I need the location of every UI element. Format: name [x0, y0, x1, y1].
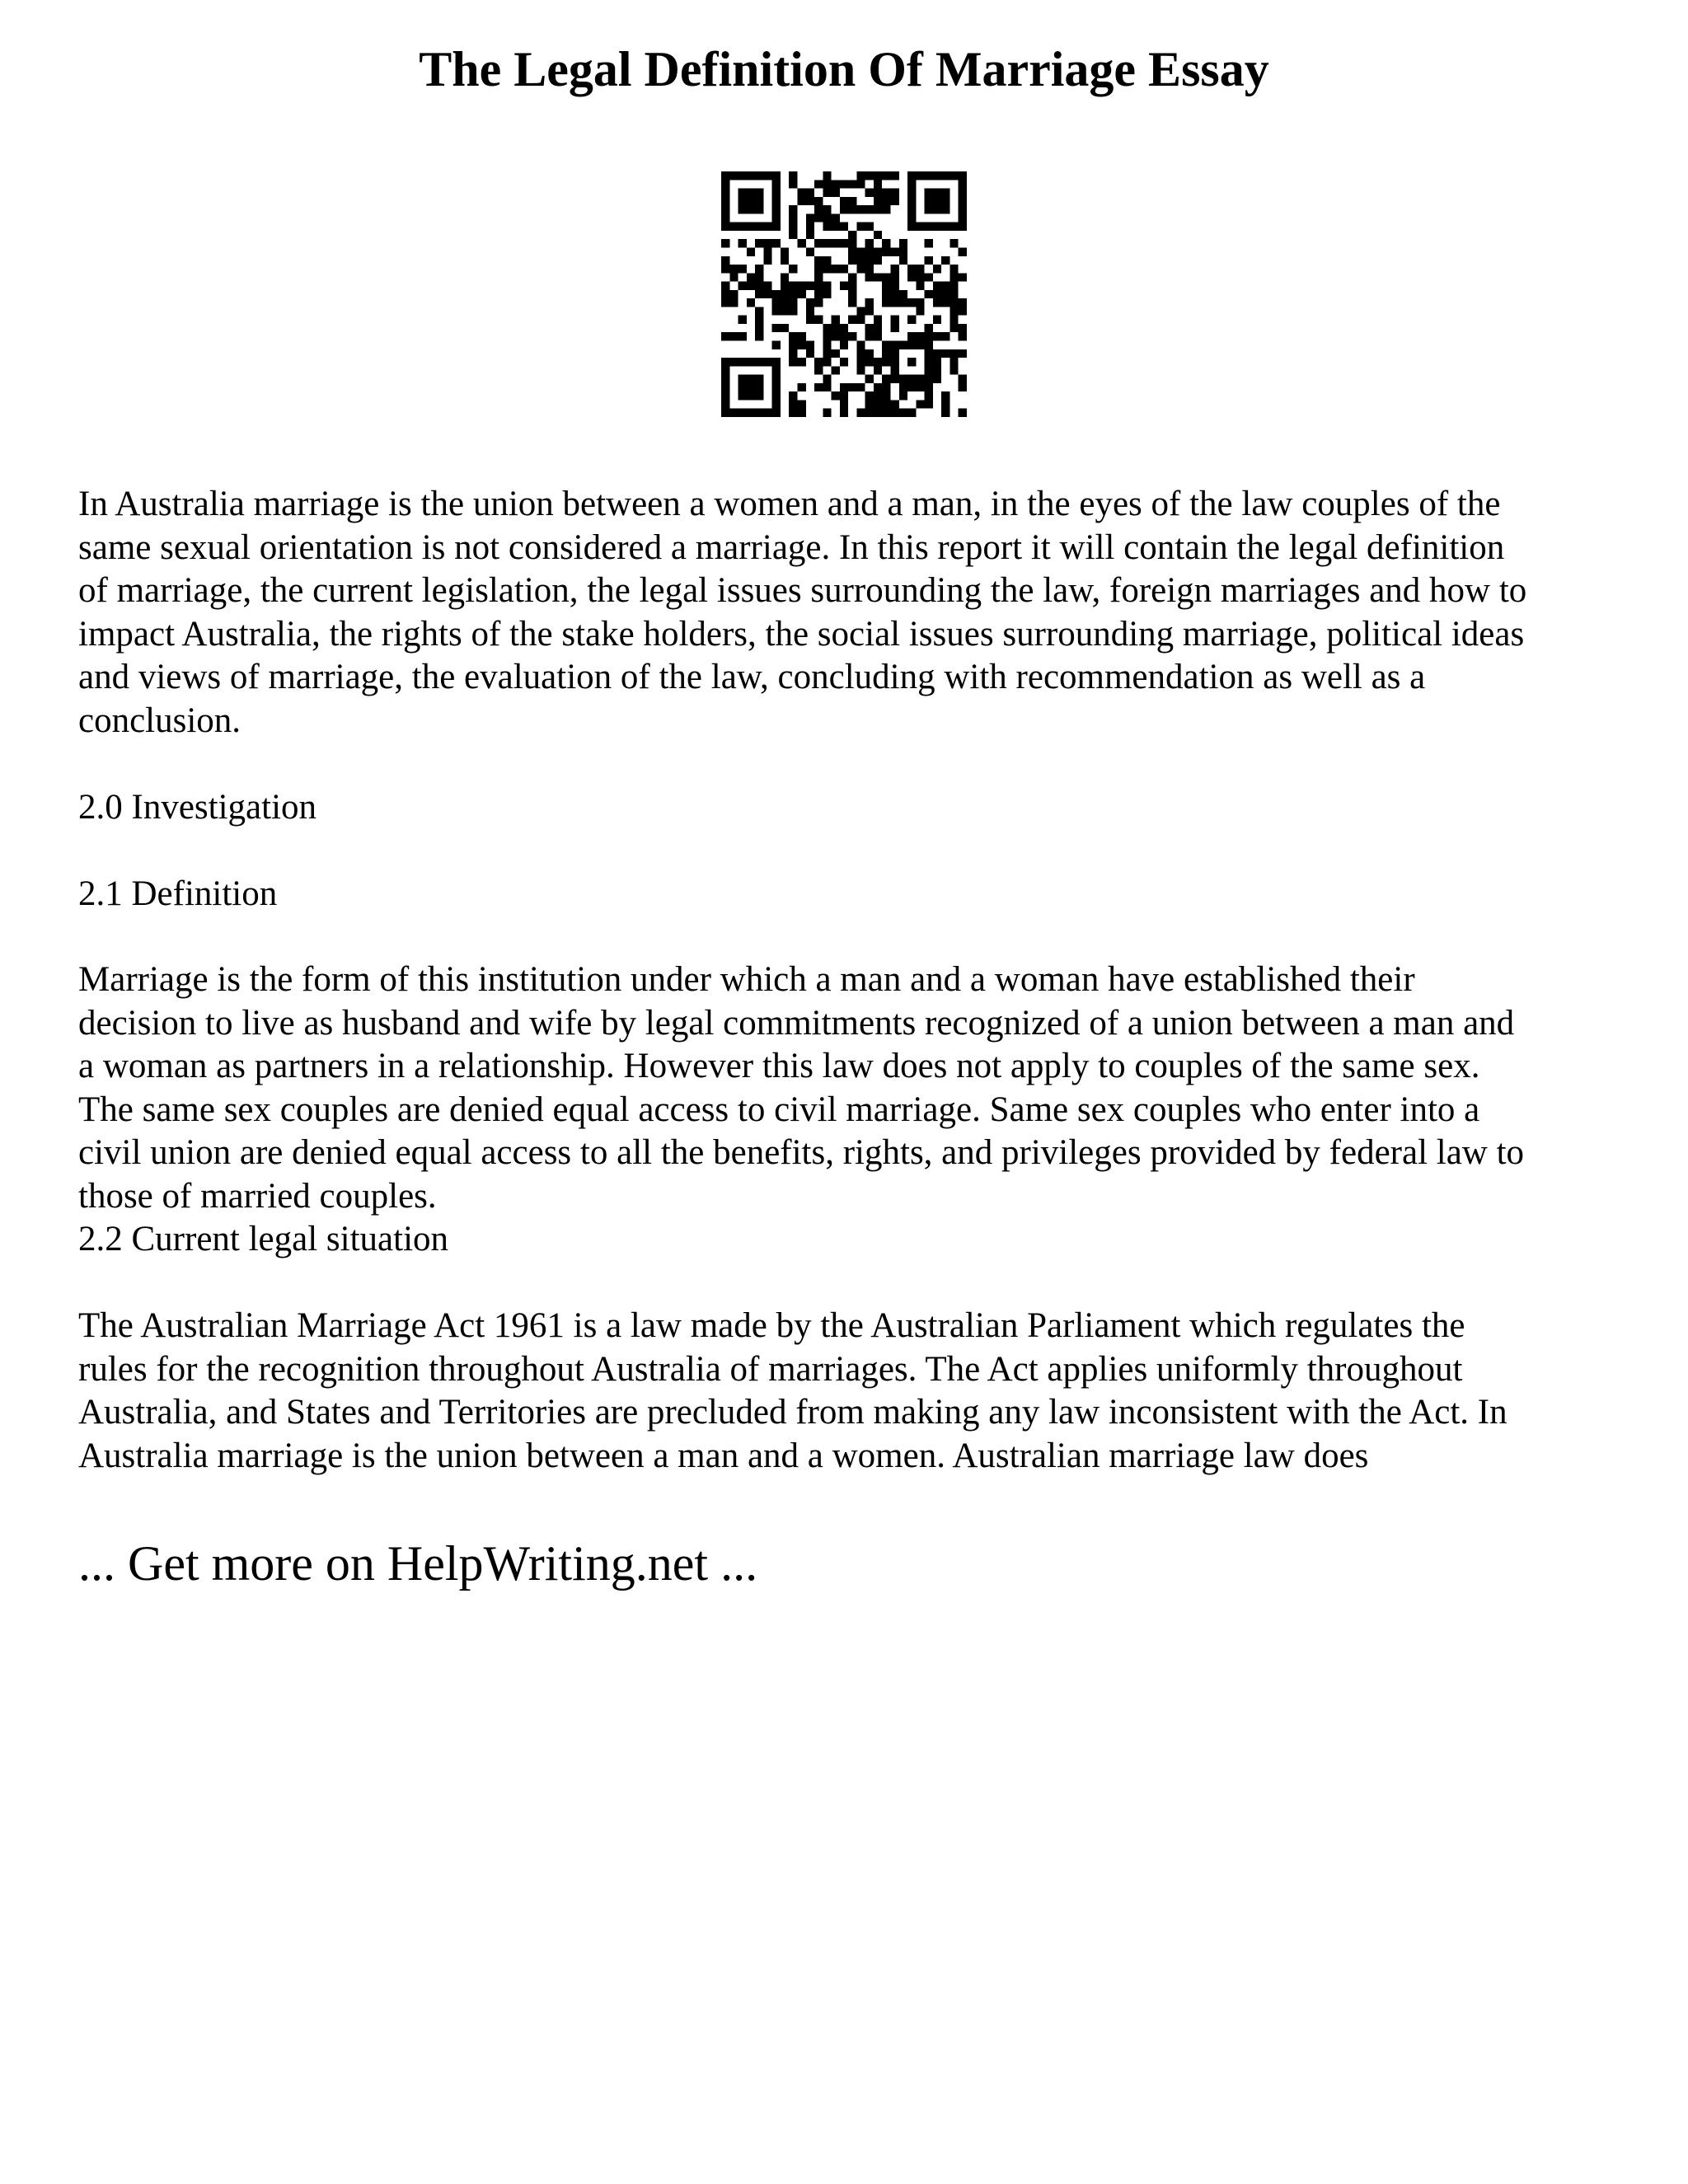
- definition-line: a woman as partners in a relationship. However this law does not apply to couples of the same sex.: [78, 1047, 1480, 1085]
- section-heading-investigation: 2.0 Investigation: [78, 788, 317, 827]
- intro-line: of marriage, the current legislation, the legal issues surrounding the law, foreign marriages and how to: [78, 571, 1527, 610]
- definition-line: decision to live as husband and wife by legal commitments recognized of a union between a man and: [78, 1003, 1515, 1043]
- intro-line: same sexual orientation is not considered a marriage. In this report it will contain the legal definition: [78, 527, 1505, 567]
- document-title: The Legal Definition Of Marriage Essay: [419, 42, 1269, 96]
- legal-line: rules for the recognition throughout Australia of marriages. The Act applies uniformly throughout: [78, 1349, 1463, 1389]
- legal-situation-paragraph: [78, 1305, 1628, 1478]
- intro-line: impact Australia, the rights of the stake holders, the social issues surrounding marriage, political ideas: [78, 614, 1525, 654]
- definition-line: Marriage is the form of this institution under which a man and a woman have established their: [78, 960, 1415, 999]
- definition-line: civil union are denied equal access to all the benefits, rights, and privileges provided by federal law to: [78, 1133, 1525, 1172]
- intro-line: conclusion.: [78, 701, 241, 740]
- qr-code-icon: [721, 171, 967, 417]
- legal-line: The Australian Marriage Act 1961 is a law made by the Australian Parliament which regulates the: [78, 1306, 1465, 1345]
- get-more-link[interactable]: ... Get more on HelpWriting.net ...: [78, 1536, 758, 1591]
- definition-line: those of married couples.: [78, 1176, 437, 1216]
- definition-line: The same sex couples are denied equal access to civil marriage. Same sex couples who enter into a: [78, 1090, 1480, 1129]
- definition-paragraph: [78, 958, 1628, 1262]
- section-heading-definition: 2.1 Definition: [78, 874, 278, 913]
- intro-paragraph: [78, 483, 1628, 743]
- legal-line: Australia, and States and Territories are precluded from making any law inconsistent with the Act. In: [78, 1393, 1507, 1432]
- section-heading-current-legal-situation: 2.2 Current legal situation: [78, 1220, 449, 1258]
- intro-line: and views of marriage, the evaluation of the law, concluding with recommendation as well as a: [78, 658, 1426, 696]
- intro-line: In Australia marriage is the union between a women and a man, in the eyes of the law couples of the: [78, 485, 1501, 523]
- legal-line: Australia marriage is the union between a man and a women. Australian marriage law does: [78, 1436, 1369, 1475]
